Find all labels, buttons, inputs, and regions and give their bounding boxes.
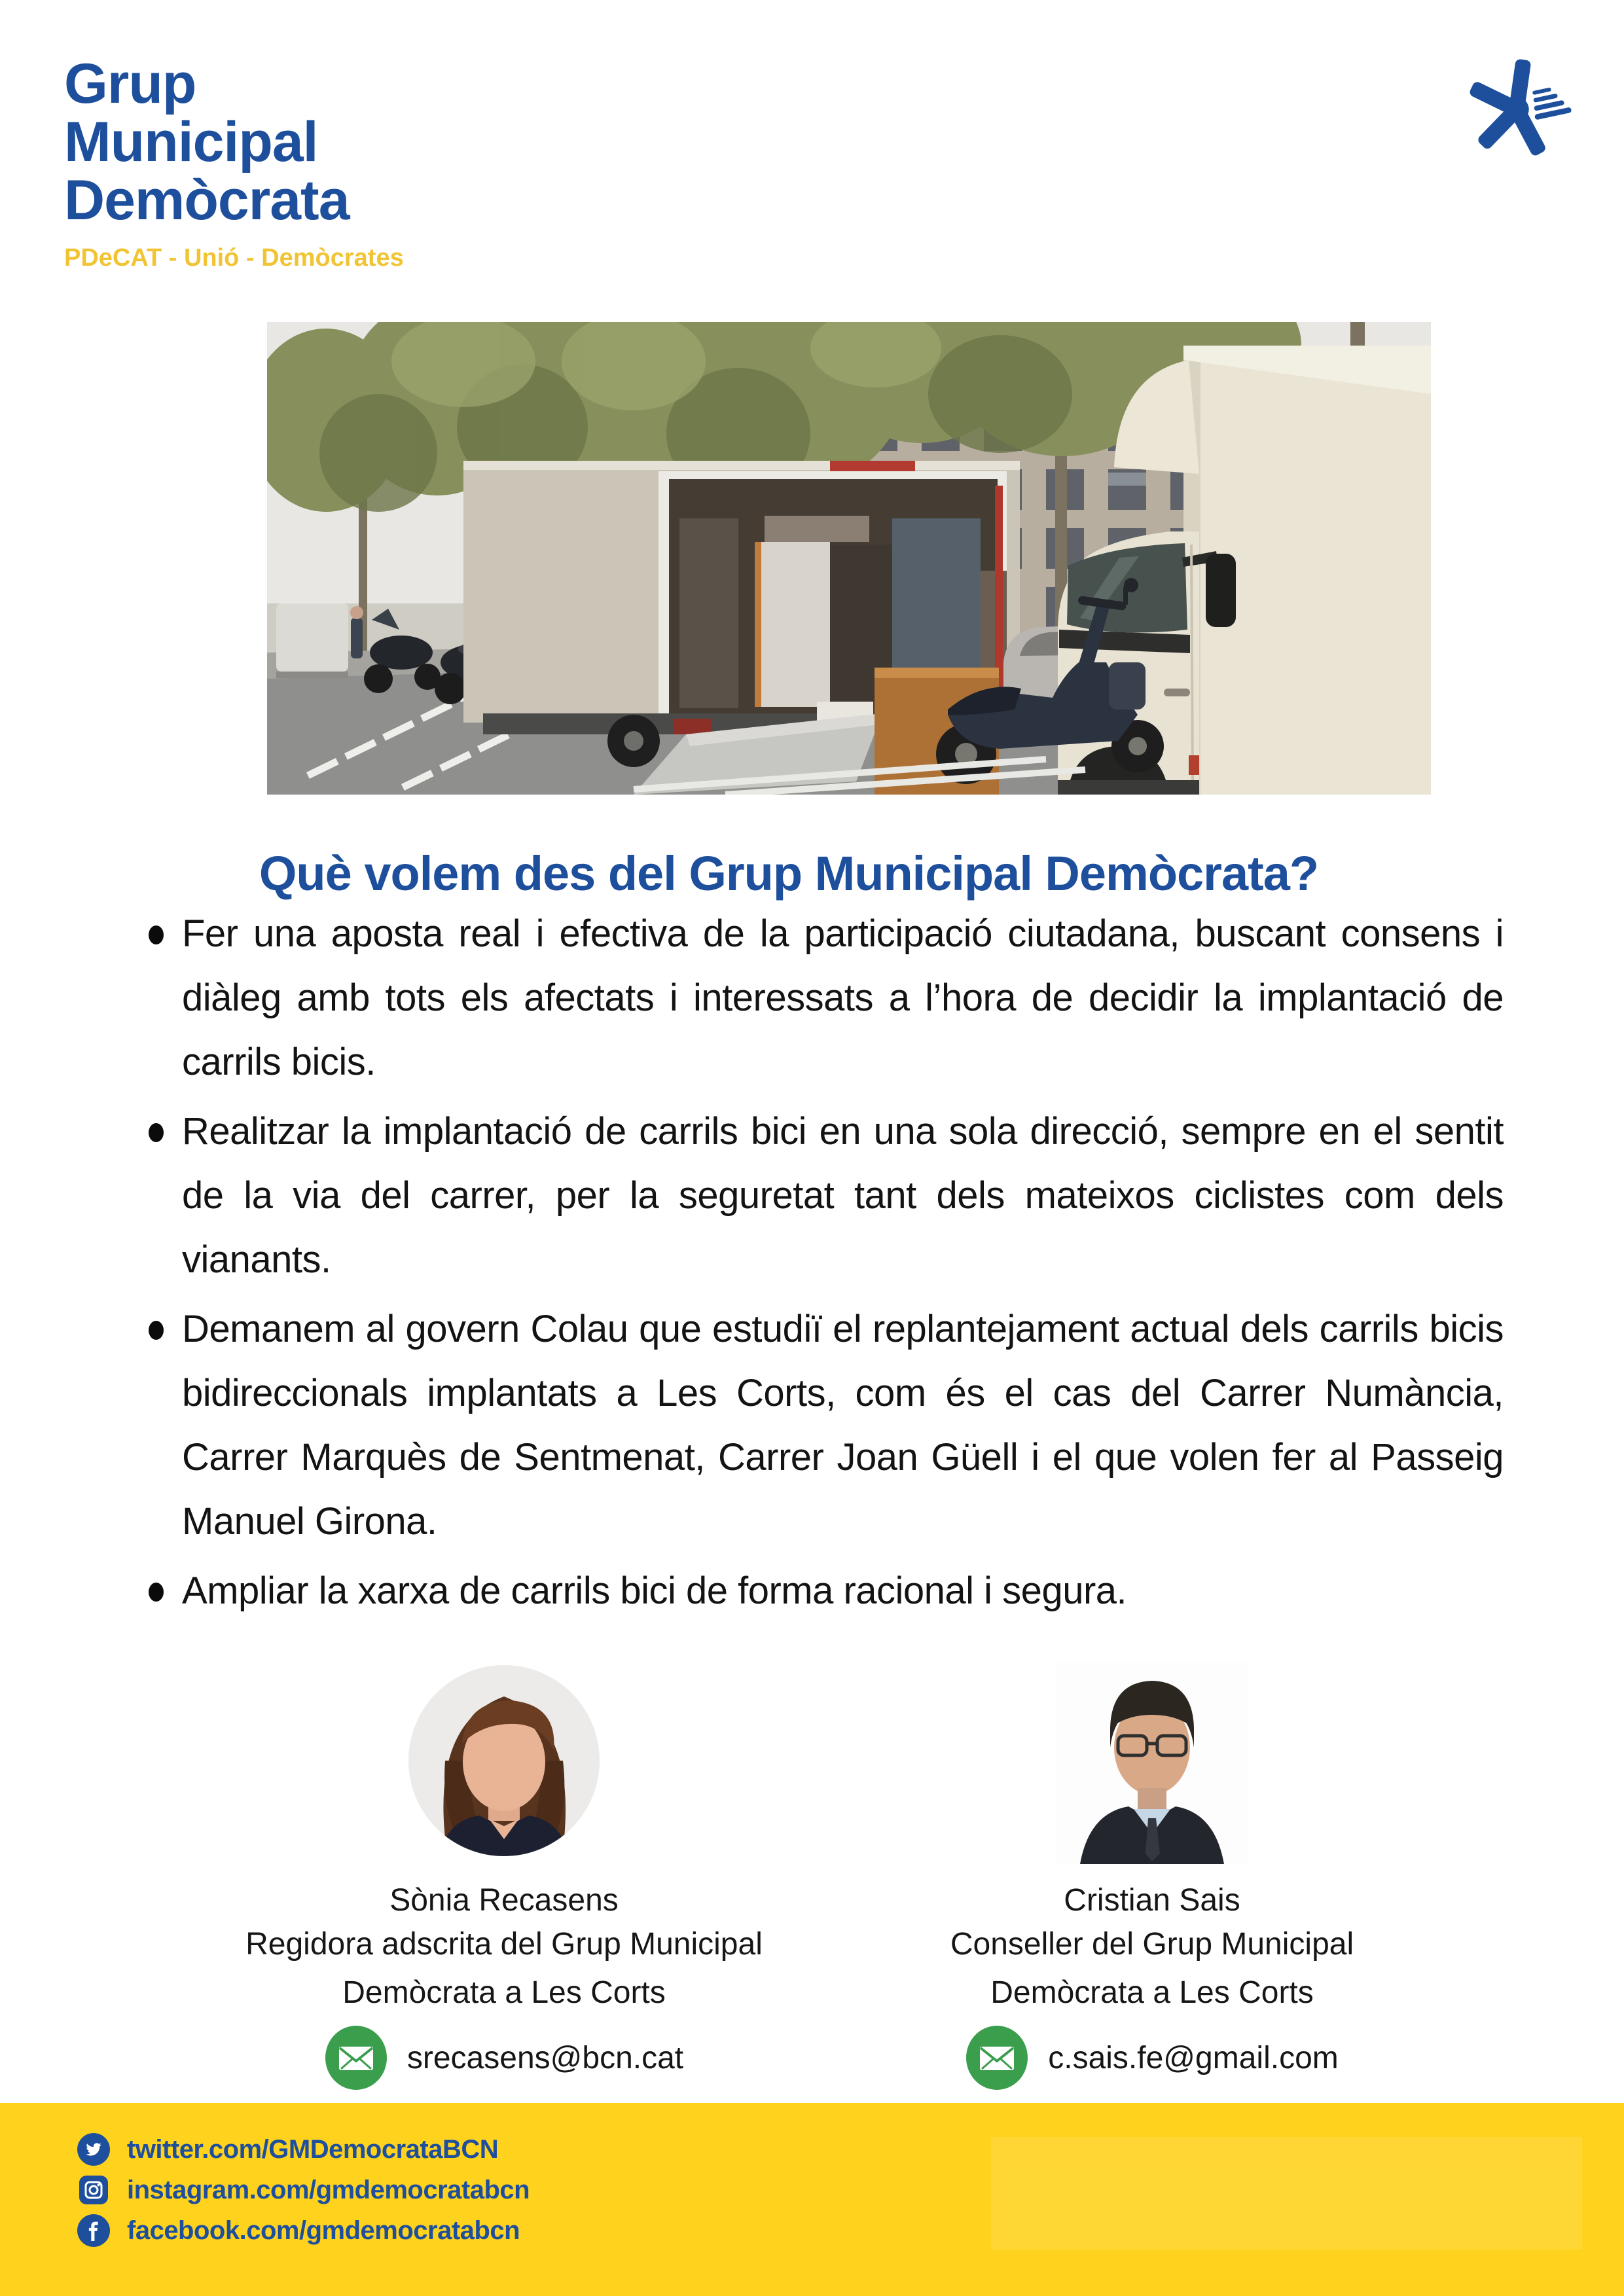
email-envelope-icon	[965, 2025, 1028, 2090]
logo-tagline: PDeCAT - Unió - Demòcrates	[64, 244, 404, 272]
contact-role-line2: Demòcrata a Les Corts	[342, 1975, 666, 2010]
contact-name: Sònia Recasens	[389, 1883, 619, 1918]
contact-role-line1: Conseller del Grup Municipal	[950, 1927, 1354, 1962]
social-footer	[0, 2103, 1624, 2296]
facebook-icon	[77, 2214, 110, 2247]
contact-card-cristian	[844, 1662, 1460, 2090]
contact-card-sonia	[196, 1662, 812, 2090]
twitter-icon	[77, 2133, 110, 2166]
list-item	[145, 1100, 1504, 1292]
logo-line-1: Grup	[64, 52, 196, 115]
list-item	[145, 1559, 1504, 1623]
bullet-text: Ampliar la xarxa de carrils bici de forma racional i segura.	[182, 1570, 1127, 1612]
bullet-text: Demanem al govern Colau que estudiï el replantejament actual dels carrils bicis bidireccionals implantats a Les Corts, com és el cas del Carrer Numància, Carrer Marquès de Sentmenat, Carrer Joan Güell i el que volen fer al Passeig Manuel Girona.	[182, 1308, 1504, 1543]
bullet-list	[145, 902, 1504, 1628]
contact-role-line2: Demòcrata a Les Corts	[990, 1975, 1314, 2010]
logo-line-3: Demòcrata	[64, 169, 350, 232]
page-title: Què volem des del Grup Municipal Demòcrata?	[259, 846, 1319, 901]
avatar	[1056, 1662, 1248, 1864]
social-link-label: twitter.com/GMDemocrataBCN	[127, 2134, 499, 2164]
contact-email-link[interactable]: srecasens@bcn.cat	[406, 2040, 684, 2075]
avatar	[406, 1662, 602, 1864]
logo	[64, 52, 404, 272]
contact-email-link[interactable]: c.sais.fe@gmail.com	[1048, 2040, 1339, 2075]
bullet-text: Fer una aposta real i efectiva de la participació ciutadana, buscant consens i diàleg amb tots els afectats i interessats a l’hora de decidir la implantació de carrils bicis.	[182, 912, 1504, 1083]
instagram-icon	[77, 2174, 110, 2206]
contact-role-line1: Regidora adscrita del Grup Municipal	[245, 1927, 763, 1962]
logo-line-2: Municipal	[64, 111, 318, 173]
street-photo	[267, 322, 1431, 795]
social-link-label: facebook.com/gmdemocratabcn	[127, 2215, 520, 2245]
bullet-text: Realitzar la implantació de carrils bici en una sola direcció, sempre en el sentit de la via del carrer, per la seguretat tant dels mateixos ciclistes com dels vianants.	[182, 1110, 1504, 1281]
social-link-label: instagram.com/gmdemocratabcn	[127, 2175, 530, 2204]
footer-highlight-box	[991, 2137, 1582, 2250]
pdecat-star-icon	[1461, 54, 1572, 165]
contact-name: Cristian Sais	[1064, 1883, 1240, 1918]
email-envelope-icon	[325, 2025, 388, 2090]
list-item	[145, 902, 1504, 1094]
list-item	[145, 1297, 1504, 1554]
